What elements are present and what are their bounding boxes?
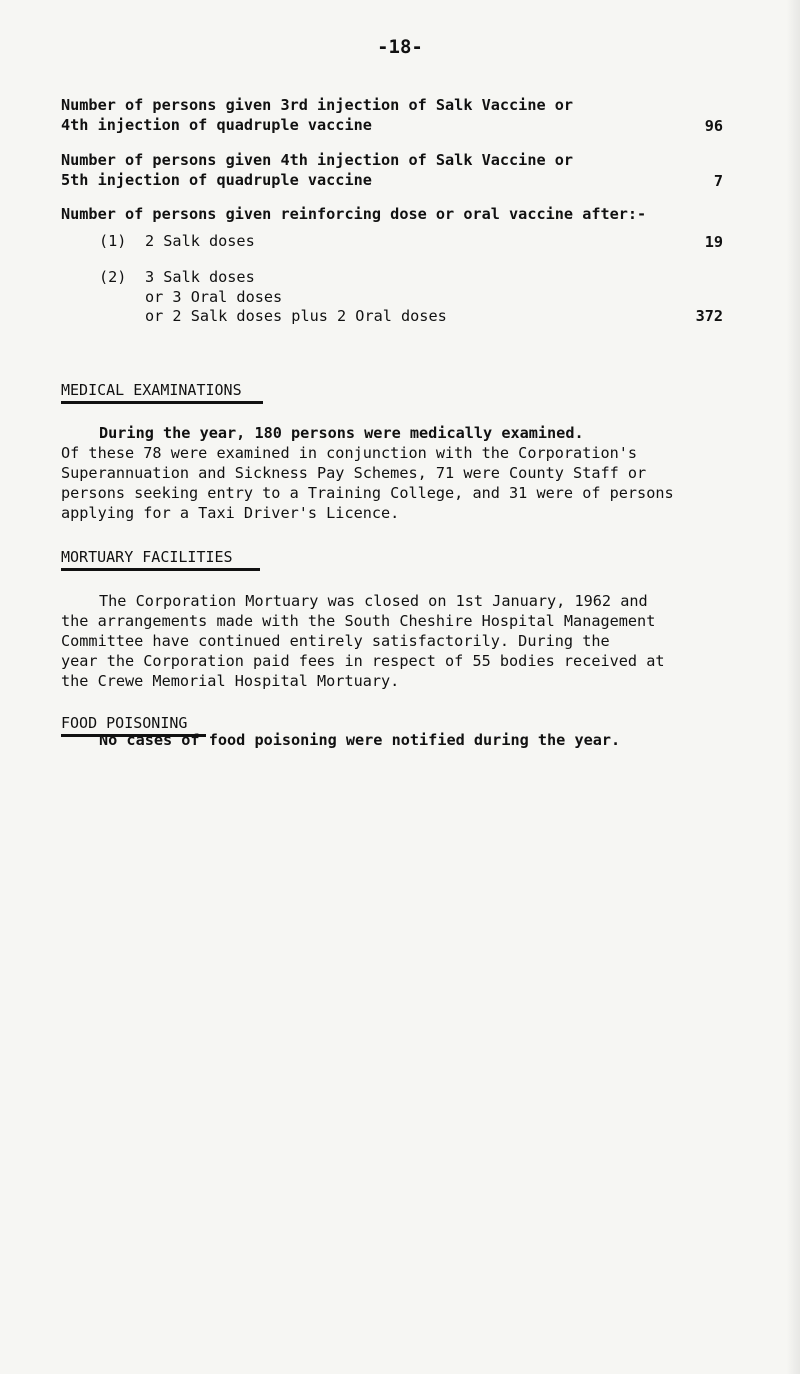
reinforcing-item-1-label: (1) xyxy=(99,232,127,250)
mortuary-paragraph-line-1: The Corporation Mortuary was closed on 1st January, 1962 and xyxy=(99,592,648,610)
reinforcing-item-2-line-1: 3 Salk doses xyxy=(145,268,255,286)
stat-2-value: 7 xyxy=(713,172,723,190)
section-heading-medical-examinations: MEDICAL EXAMINATIONS xyxy=(61,381,242,399)
page-edge-shadow xyxy=(786,0,800,1374)
reinforcing-item-2-line-3: or 2 Salk doses plus 2 Oral doses xyxy=(145,307,447,325)
reinforcing-intro: Number of persons given reinforcing dose or oral vaccine after:- xyxy=(61,205,647,223)
medical-paragraph-line-1: During the year, 180 persons were medically examined. xyxy=(99,424,584,442)
stat-1-line-2: 4th injection of quadruple vaccine xyxy=(61,116,372,134)
section-heading-food-poisoning: FOOD POISONING xyxy=(61,714,188,732)
food-paragraph-line-1: No cases of food poisoning were notified during the year. xyxy=(99,731,621,749)
medical-examinations-underline xyxy=(61,401,263,404)
stat-1-value: 96 xyxy=(704,117,723,135)
reinforcing-item-2-value: 372 xyxy=(695,307,723,325)
medical-paragraph-line-3: Superannuation and Sickness Pay Schemes, 71 were County Staff or xyxy=(61,464,647,482)
reinforcing-item-2-label: (2) xyxy=(99,268,127,286)
reinforcing-item-2-line-2: or 3 Oral doses xyxy=(145,288,283,306)
stat-1-line-1: Number of persons given 3rd injection of Salk Vaccine or xyxy=(61,96,574,114)
medical-paragraph-line-2: Of these 78 were examined in conjunction with the Corporation's xyxy=(61,444,638,462)
page-number: -18- xyxy=(377,36,423,58)
stat-2-line-1: Number of persons given 4th injection of Salk Vaccine or xyxy=(61,151,574,169)
mortuary-paragraph-line-5: the Crewe Memorial Hospital Mortuary. xyxy=(61,672,400,690)
mortuary-paragraph-line-3: Committee have continued entirely satisfactorily. During the xyxy=(61,632,610,650)
reinforcing-item-1-line-1: 2 Salk doses xyxy=(145,232,255,250)
medical-paragraph-line-4: persons seeking entry to a Training College, and 31 were of persons xyxy=(61,484,674,502)
section-heading-mortuary-facilities: MORTUARY FACILITIES xyxy=(61,548,233,566)
reinforcing-item-1-value: 19 xyxy=(704,233,723,251)
mortuary-paragraph-line-2: the arrangements made with the South Cheshire Hospital Management xyxy=(61,612,656,630)
mortuary-facilities-underline xyxy=(61,568,260,571)
stat-2-line-2: 5th injection of quadruple vaccine xyxy=(61,171,372,189)
mortuary-paragraph-line-4: year the Corporation paid fees in respect of 55 bodies received at xyxy=(61,652,665,670)
medical-paragraph-line-5: applying for a Taxi Driver's Licence. xyxy=(61,504,400,522)
